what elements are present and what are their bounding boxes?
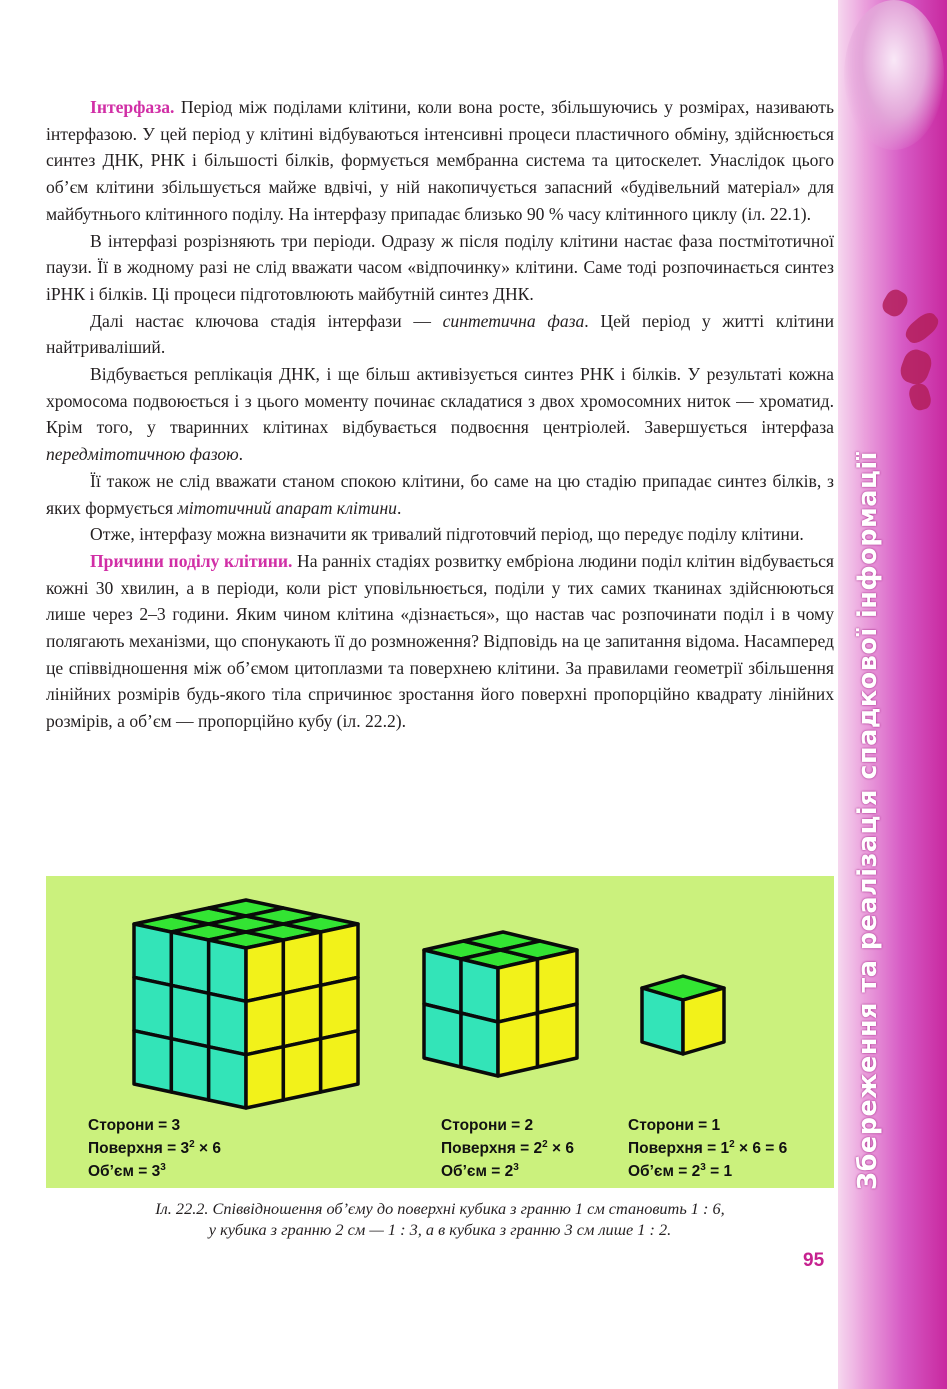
- cube2-right-facelet: [538, 1004, 578, 1067]
- figure-caption: [46, 1198, 834, 1240]
- cube3-right-facelet: [283, 932, 320, 993]
- cube1-labels: [628, 1116, 787, 1181]
- cube3-left-facelet: [209, 1047, 246, 1108]
- chromosome-illustration: [879, 286, 911, 320]
- paragraph: [46, 361, 834, 468]
- cube2-volume: Об’єм = $2^3$: [441, 1162, 519, 1181]
- cube2-right-facelet: [538, 950, 578, 1013]
- cube3-left-facelet: [134, 1031, 171, 1092]
- cell-illustration: [844, 0, 944, 150]
- cube3-left-facelet: [171, 932, 208, 993]
- paragraph: [46, 94, 834, 228]
- cube2-left-facelet: [424, 1004, 461, 1067]
- cube2-surface: Поверхня = $2^2 \times 6$: [441, 1139, 574, 1158]
- cube2-right-facelet: [498, 959, 538, 1022]
- cube3-right-facelet: [283, 985, 320, 1046]
- chromosome-illustration: [902, 309, 942, 347]
- cube1-sides: Сторони = 1: [628, 1117, 721, 1134]
- cube3-left-facelet: [209, 993, 246, 1054]
- paragraph-text: .: [396, 497, 402, 518]
- paragraph: Отже, інтерфазу можна визначити як тривалий підготовчий період, що передує поділу клітини.: [90, 524, 804, 545]
- paragraph-text: Далі настає ключова стадія інтерфази —: [90, 310, 443, 331]
- cubes-figure: [46, 876, 834, 1188]
- chromosome-illustration: [897, 346, 935, 388]
- cube3-right-facelet: [246, 1047, 283, 1108]
- term-italic: передмітотичною фазою: [46, 444, 239, 465]
- side-title: Збереження та реалізація спадкової інформації: [853, 451, 883, 1190]
- chromosome-illustration: [907, 382, 933, 412]
- cube3-labels: [88, 1116, 221, 1181]
- cube3-right-facelet: [283, 1039, 320, 1100]
- cube3-left-facelet: [209, 940, 246, 1001]
- cube2-left-facelet: [461, 1013, 498, 1076]
- cube3-left-facelet: [134, 924, 171, 985]
- term-italic: синтетична фаза: [442, 310, 585, 331]
- cube3-sides: Сторони = 3: [88, 1117, 181, 1134]
- cube3-right-facelet: [321, 977, 358, 1038]
- section-heading: Інтерфаза.: [90, 97, 175, 117]
- cube2-labels: [441, 1116, 574, 1181]
- cube1-volume: Об’єм = $2^3 = 1$: [628, 1162, 733, 1181]
- body-text: [46, 94, 834, 735]
- term-italic: мітотичний апарат клітини: [177, 497, 397, 518]
- cube3-left-facelet: [171, 1039, 208, 1100]
- paragraph-text: .: [238, 444, 244, 465]
- cube1-surface: Поверхня = $1^2 \times 6 = 6$: [628, 1139, 788, 1158]
- cube3-left-facelet: [171, 985, 208, 1046]
- cube3-right-facelet: [321, 1031, 358, 1092]
- caption-line: Іл. 22.2. Співвідношення об’єму до поверхні кубика з гранню 1 см становить 1 : 6,: [155, 1199, 725, 1218]
- paragraph: [46, 468, 834, 521]
- cube3-right-facelet: [321, 924, 358, 985]
- paragraph: [46, 308, 834, 361]
- cube3-surface: Поверхня = $3^2 \times 6$: [88, 1139, 221, 1158]
- cube1-left-facelet: [642, 988, 683, 1054]
- paragraph: [46, 548, 834, 735]
- paragraph: В інтерфазі розрізняють три періоди. Одразу ж після поділу клітини настає фаза постмітотичної паузи. Її в жодному разі не слід вважати часом «відпочинку» клітини. Саме тоді розпочинається синтез іРНК і білків. Ці процеси підготовлюють майбутній синтез ДНК.: [46, 230, 834, 304]
- cube2-right-facelet: [498, 1013, 538, 1076]
- paragraph-text: Її також не слід вважати станом спокою клітини, бо саме на цю стадію припадає синтез білків, з яких формується: [46, 470, 834, 518]
- cube3-volume: Об’єм = $3^3$: [88, 1162, 166, 1181]
- cube3-right-facelet: [246, 993, 283, 1054]
- cube1-right-facelet: [683, 988, 724, 1054]
- paragraph-text: На ранніх стадіях розвитку ембріона людини поділ клітин відбувається кожні 30 хвилин, а в періоди, коли ріст уповільнюється, поділи у тих самих тканинах здійснюються лише через 2–3 години. Яким чином клітина «дізнається», що настав час розпочинати поділ і в чому полягають механізми, що спонукають її до розмноження? Відповідь на це запитання відома. Насамперед це співвідношення між об’ємом цитоплазми та поверхнею клітини. За правилами геометрії збільшення лінійних розмірів будь-якого тіла спричинює зростання його поверхні пропорційно квадрату лінійних розмірів, а об’єм — пропорційно кубу (іл. 22.2).: [46, 550, 835, 732]
- page-number: 95: [803, 1250, 825, 1271]
- paragraph-text: . Цей період у житті клітини найтриваліший.: [46, 310, 834, 358]
- cube3-left-facelet: [134, 977, 171, 1038]
- section-heading: Причини поділу клітини.: [90, 550, 293, 571]
- cube3-right-facelet: [246, 940, 283, 1001]
- paragraph-text: Період між поділами клітини, коли вона росте, збільшуючись у розмірах, називають інтерфазою. У цей період у клітині відбуваються інтенсивні процеси пластичного обміну, здійснюється синтез ДНК, РНК і більшості білків, формується мембранна система та цитоскелет. Унаслідок цього об’єм клітини збільшується майже вдвічі, у ній накопичується запасний «будівельний матеріал» для майбутнього клітинного поділу. На інтерфазу припадає близько 90 % часу клітинного циклу (іл. 22.1).: [46, 97, 834, 224]
- paragraph-text: Відбувається реплікація ДНК, і ще більш активізується синтез РНК і білків. У результаті кожна хромосома подвоюється і з цього моменту починає складатися з двох хромосомних ниток — хроматид. Крім того, у тваринних клітинах відбувається подвоєння центріолей. Завершується інтерфаза: [46, 364, 834, 438]
- caption-line: у кубика з гранню 2 см — 1 : 3, а в кубика з гранню 3 см лише 1 : 2.: [208, 1220, 672, 1239]
- cube2-sides: Сторони = 2: [441, 1117, 534, 1134]
